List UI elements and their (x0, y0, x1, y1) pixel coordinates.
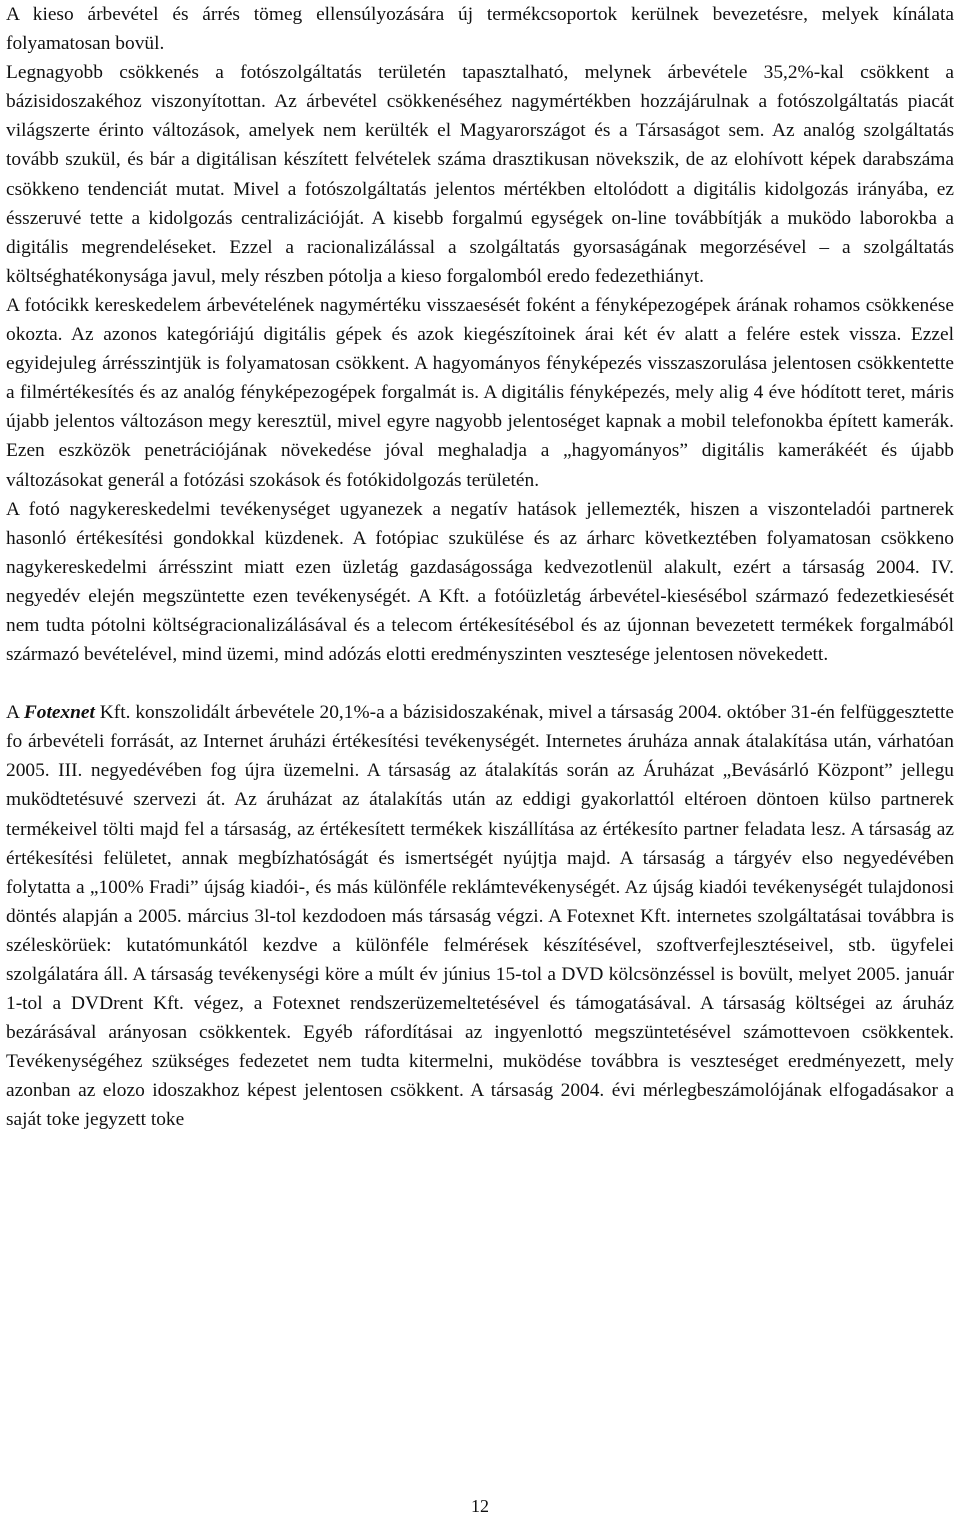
paragraph-fotexnet (6, 698, 954, 1134)
paragraph-spacer (6, 669, 954, 698)
company-name-emphasis: Fotexnet (23, 702, 95, 724)
paragraph-fotexnet-body: Kft. konszolidált árbevétele 20,1%-a a bázisidoszakénak, mivel a társaság 2004. október 31-én felfüggesztette fo árbevételi forrását, az Internet áruházi értékesítési tevékenységét. Internetes áruháza annak átalakítása után, várhatóan 2005. III. negyedévében fog újra üzemelni. A társaság az átalakítás során az Áruházat „Bevásárló Központ” jellegu muködtetésuvé szervezi át. Az áruházat az átalakítás után az eddigi gyakorlattól eltéroen döntoen külso partnerek termékeivel tölti majd fel a társaság, az értékesített termékek kiszállítása az értékesíto partner feladata lesz. A társaság az értékesítési felületet, annak megbízhatóságát és ismertségét nyújtja majd. A társaság a tárgyév elso negyedévében folytatta a „100% Fradi” újság kiadói-, és más különféle reklámtevékenységét. Az újság kiadói tevékenységét tulajdonosi döntés alapján a 2005. március 3l-tol kezdodoen más társaság végzi. A Fotexnet Kft. internetes szolgáltatásai továbbra is széleskörüek: kutatómunkától kezdve a különféle felmérések készítésével, szoftverfejlesztéseivel, stb. ügyfelei szolgálatára áll. A társaság tevékenységi köre a múlt év június 15-tol a DVD kölcsönzéssel is bovült, melyet 2005. január 1-tol a DVDrent Kft. végez, a Fotexnet rendszerüzemeltetésével és támogatásával. A társaság költségei az áruház bezárásával arányosan csökkentek. Egyéb ráfordításai az ingyenlottó megszüntetésével számottevoen csökkentek. Tevékenységéhez szükséges fedezetet nem tudta kitermelni, muködése továbbra is veszteséget eredményezett, mely azonban az elozo idoszakhoz képest jelentosen csökkent. A társaság 2004. évi mérlegbeszámolójának elfogadásakor a saját toke jegyzett toke (6, 702, 955, 1131)
paragraph-photo-retail: A fotócikk kereskedelem árbevételének nagymértéku visszaesését foként a fényképezogépek árának rohamos csökkenése okozta. Az azonos kategóriájú digitális gépek és azok kiegészítoinek árai két év alatt a felére estek vissza. Ezzel egyidejuleg árrésszintjük is folyamatosan csökkent. A hagyományos fényképezés visszaszorulása jelentosen csökkentette a filmértékesítés és az analóg fényképezogépek forgalmát is. A digitális fényképezés, mely alig 4 éve hódított teret, máris újabb jelentos változáson megy keresztül, mivel egyre nagyobb jelentoséget kapnak a mobil telefonokba épített kamerák. Ezen eszközök penetrációjának növekedése jóval meghaladja a „hagyományos” digitális kamerákéét és újabb változásokat generál a fotózási szokások és fotókidolgozás területén. (6, 294, 954, 491)
paragraph-fotexnet-lead: A (6, 702, 24, 724)
paragraph-photo-services: Legnagyobb csökkenés a fotószolgáltatás területén tapasztalható, melynek árbevétele 35,2%-kal csökkent a bázisidoszakéhoz viszonyítottan. Az árbevétel csökkenéséhez nagymértékben hozzájárulnak a fotószolgáltatás piacát világszerte érinto változások, amelyek nem kerülték el Magyarországot és a Társaságot sem. Az analóg szolgáltatás tovább szukül, és bár a digitálisan készített felvételek száma drasztikusan növekszik, de az elohívott képek darabszáma csökkeno tendenciát mutat. Mivel a fotószolgáltatás jelentos mértékben eltolódott a digitális kidolgozás irányába, ez ésszeruvé tette a kidolgozás centralizációját. A kisebb forgalmú egységek on-line továbbítják a muködo laborokba a digitális megrendeléseket. Ezzel a racionalizálással a szolgáltatás gyorsaságának megorzésével – a szolgáltatás költséghatékonysága javul, mely részben pótolja a kieso forgalomból eredo fedezethiányt. (6, 62, 954, 287)
document-page (6, 0, 954, 1135)
page-number: 12 (471, 1496, 489, 1516)
paragraph-photo-wholesale: A fotó nagykereskedelmi tevékenységet ugyanezek a negatív hatások jellemezték, hiszen a viszonteladói partnerek hasonló értékesítési gondokkal küzdenek. A fotópiac szukülése és az árharc következtében folyamatosan csökkeno nagykereskedelmi árrésszint miatt ezen üzletág gazdaságossága kedvezotlenül alakult, ezért a társaság 2004. IV. negyedév elején megszüntette ezen tevékenységét. A Kft. a fotóüzletág árbevétel-kiesésébol származó fedezetkiesését nem tudta pótolni költségracionalizálásával és a telecom értékesítésébol és az újonnan bevezetett termékek forgalmából származó bevételével, mind üzemi, mind adózás elotti eredményszinten vesztesége jelentosen növekedett. (6, 498, 954, 666)
paragraph-intro: A kieso árbevétel és árrés tömeg ellensúlyozására új termékcsoportok kerülnek bevezetésre, melyek kínálata folyamatosan bovül. (6, 4, 954, 55)
